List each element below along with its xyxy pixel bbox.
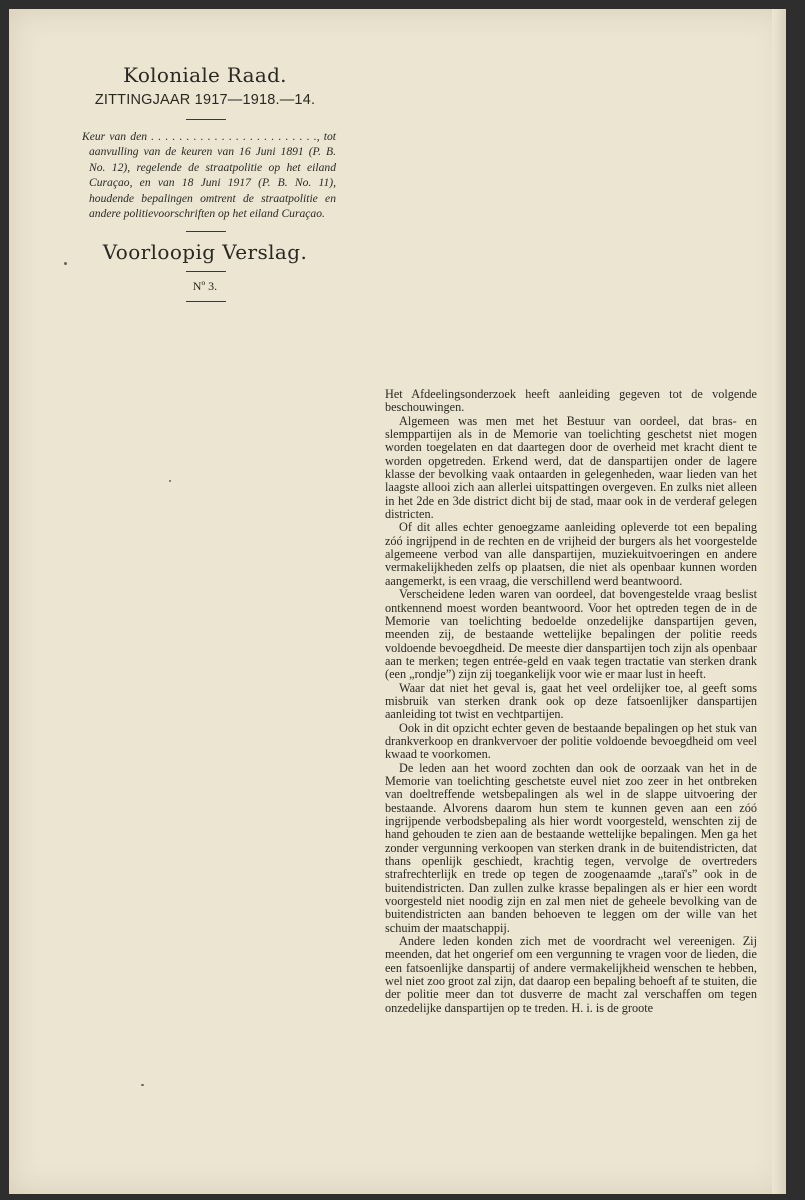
- paragraph: Of dit alles echter genoegzame aanleiding opleverde tot een bepaling zóó ingrijpend in de rechten en de vrijheid der burgers als het voorgestelde algemeene verbod van alle danspartijen, muziekuitvoeringen en andere vermakelijkheden zelfs op plaatsen, die niet als openbaar kunnen worden aangemerkt, is een vraag, die verschillend werd beantwoord.: [385, 520, 757, 588]
- report-title: Voorloopig Verslag.: [102, 240, 308, 264]
- bill-subject: Keur van den . . . . . . . . . . . . . . . . . . . . . . . ., tot aanvulling van de keuren van 16 Juni 1891 (P. B. No. 12), regelende de straatpolitie op het eiland Curaçao, en van 18 Juni 1917 (P. B. No. 11), houdende bepalingen omtrent de straatpolitie en andere politievoorschriften op het eiland Curaçao.: [82, 130, 336, 221]
- divider-rule: [186, 271, 226, 272]
- paper-speck: [64, 262, 67, 265]
- session-year: ZITTINGJAAR 1917—1918.—14.: [94, 92, 316, 108]
- divider-rule: [186, 231, 226, 232]
- paragraph: Verscheidene leden waren van oordeel, dat bovengestelde vraag beslist ontkennend moest worden beantwoord. Voor het optreden tegen de in de Memorie van toelichting bedoelde onzedelijke danspartijen geven, meenden zij, de bestaande wettelijke bepalingen der politie reeds voldoende bevoegdheid. De meeste dier danspartijen toch zijn als openbaar aan te merken; tegen entrée-geld en vaak tegen tractatie van sterken drank (een „rondje”) zijn zij toegankelijk voor wie er maar lust in heeft.: [385, 587, 757, 682]
- paper-speck: [141, 1084, 144, 1086]
- divider-rule: [186, 301, 226, 302]
- report-number: Nº 3.: [192, 279, 218, 293]
- page-edge: [772, 9, 786, 1194]
- paragraph: Algemeen was men met het Bestuur van oordeel, dat bras- en slemppartijen als in de Memorie van toelichting geschetst niet mogen worden toegelaten en dat daartegen door de overheid met kracht dient te worden opgetreden. Erkend werd, dat de danspartijen onder de lagere klasse der bevolking vaak ontaarden in gelegenheden, waar lieden van het laagste allooi zich aan allerlei uitspattingen overgeven. En zulks niet alleen in het 2de en 3de district dicht bij de stad, maar ook in de verderaf gelegen districten.: [385, 413, 757, 522]
- paragraph: De leden aan het woord zochten dan ook de oorzaak van het in de Memorie van toelichting geschetste euvel niet zoo zeer in het ontbreken van doeltreffende wetsbepalingen als wel in de slappe uitvoering der bestaande. Alvorens daarom hun stem te kunnen geven aan een zóó ingrijpende verbodsbepaling als hier wordt voorgesteld, wenschten zij de hand gehouden te zien aan de bestaande wettelijke bepalingen. Men ga het zonder vergunning verkoopen van sterken drank in de buitendistricten, dat thans openlijk geschiedt, krachtig tegen, vervolge de overtreders strafrechterlijk en trede op tegen de zoogenaamde „taraï's” ook in de buitendistricten. Dan zullen zulke krasse bepalingen als er hier een wordt voorgesteld niet noodig zijn en zal men niet de geheele bevolking van de buitendistricten aan banden behoeven te leggen om der wille van het schuim der maatschappij.: [385, 760, 757, 935]
- paragraph: Andere leden konden zich met de voordracht wel vereenigen. Zij meenden, dat het ongerief om een vergunning te vragen voor de lieden, die een fatsoenlijke danspartij of andere vermakelijkheid wenschen te hebben, wel niet zoo groot zal zijn, dat daarop een bepaling behoeft af te stuiten, die der politie meer dan tot dusverre de macht zal verschaffen om tegen onzedelijke danspartijen op te treden. H. i. is de groote: [385, 934, 757, 1015]
- paragraph: Het Afdeelingsonderzoek heeft aanleiding gegeven tot de volgende beschouwingen.: [385, 387, 757, 415]
- divider-rule: [186, 119, 226, 120]
- paragraph: Ook in dit opzicht echter geven de bestaande bepalingen op het stuk van drankverkoop en drankvervoer der politie voldoende bevoegdheid om veel kwaad te voorkomen.: [385, 720, 757, 762]
- council-title: Koloniale Raad.: [123, 63, 287, 87]
- paper-speck: [169, 480, 171, 482]
- paragraph: Waar dat niet het geval is, gaat het veel ordelijker toe, al geeft soms misbruik van sterken drank ook op deze fatsoenlijker danspartijen aanleiding tot twist en vechtpartijen.: [385, 680, 757, 722]
- report-body: [385, 388, 757, 1015]
